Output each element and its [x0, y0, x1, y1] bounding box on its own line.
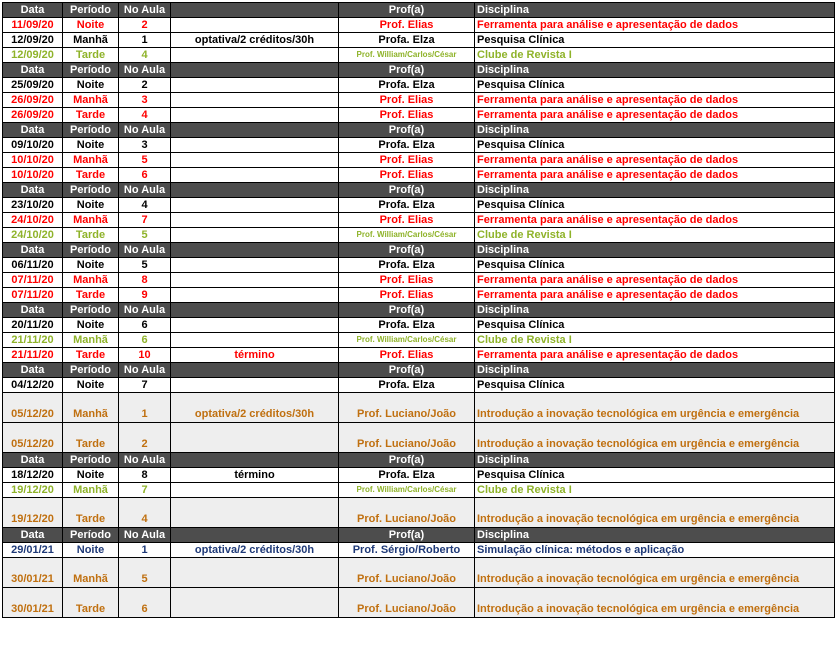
cell-period: Noite — [63, 138, 119, 153]
cell-period: Manhã — [63, 33, 119, 48]
header-obs — [171, 123, 339, 138]
cell-date: 23/10/20 — [3, 198, 63, 213]
cell-period: Tarde — [63, 228, 119, 243]
cell-class-number: 9 — [119, 288, 171, 303]
cell-date: 30/01/21 — [3, 558, 63, 588]
cell-note — [171, 423, 339, 453]
header-aula: No Aula — [119, 528, 171, 543]
cell-professor: Profa. Elza — [339, 318, 475, 333]
cell-date: 18/12/20 — [3, 468, 63, 483]
cell-period: Tarde — [63, 423, 119, 453]
header-periodo: Período — [63, 123, 119, 138]
header-periodo: Período — [63, 453, 119, 468]
cell-class-number: 6 — [119, 318, 171, 333]
cell-class-number: 5 — [119, 153, 171, 168]
cell-date: 09/10/20 — [3, 138, 63, 153]
cell-note — [171, 18, 339, 33]
cell-date: 05/12/20 — [3, 393, 63, 423]
cell-period: Manhã — [63, 93, 119, 108]
cell-note — [171, 153, 339, 168]
cell-date: 25/09/20 — [3, 78, 63, 93]
table-header-row — [3, 63, 835, 78]
cell-date: 24/10/20 — [3, 213, 63, 228]
header-aula: No Aula — [119, 123, 171, 138]
cell-class-number: 4 — [119, 108, 171, 123]
cell-professor: Prof. Elias — [339, 93, 475, 108]
cell-period: Noite — [63, 198, 119, 213]
table-row — [3, 288, 835, 303]
cell-class-number: 7 — [119, 483, 171, 498]
table-row — [3, 258, 835, 273]
cell-date: 05/12/20 — [3, 423, 63, 453]
header-prof: Prof(a) — [339, 63, 475, 78]
header-data: Data — [3, 3, 63, 18]
table-row — [3, 348, 835, 363]
cell-class-number: 4 — [119, 48, 171, 63]
cell-note: término — [171, 348, 339, 363]
cell-note: término — [171, 468, 339, 483]
cell-discipline: Pesquisa Clínica — [475, 138, 835, 153]
header-aula: No Aula — [119, 363, 171, 378]
table-row — [3, 108, 835, 123]
cell-note — [171, 258, 339, 273]
cell-class-number: 2 — [119, 18, 171, 33]
header-disciplina: Disciplina — [475, 363, 835, 378]
cell-note — [171, 378, 339, 393]
header-disciplina: Disciplina — [475, 243, 835, 258]
cell-date: 10/10/20 — [3, 153, 63, 168]
cell-note — [171, 228, 339, 243]
table-row — [3, 48, 835, 63]
table-row — [3, 468, 835, 483]
cell-discipline: Clube de Revista I — [475, 483, 835, 498]
cell-discipline: Introdução a inovação tecnológica em urgência e emergência — [475, 558, 835, 588]
table-row — [3, 273, 835, 288]
cell-discipline: Ferramenta para análise e apresentação de dados — [475, 153, 835, 168]
cell-class-number: 7 — [119, 213, 171, 228]
cell-discipline: Pesquisa Clínica — [475, 258, 835, 273]
header-periodo: Período — [63, 63, 119, 78]
cell-note — [171, 318, 339, 333]
cell-period: Tarde — [63, 498, 119, 528]
cell-date: 19/12/20 — [3, 498, 63, 528]
cell-discipline: Ferramenta para análise e apresentação de dados — [475, 168, 835, 183]
cell-professor: Prof. Elias — [339, 213, 475, 228]
cell-discipline: Introdução a inovação tecnológica em urgência e emergência — [475, 423, 835, 453]
cell-discipline: Pesquisa Clínica — [475, 468, 835, 483]
cell-date: 20/11/20 — [3, 318, 63, 333]
cell-period: Noite — [63, 78, 119, 93]
cell-discipline: Clube de Revista I — [475, 228, 835, 243]
table-row — [3, 588, 835, 618]
table-row — [3, 558, 835, 588]
header-aula: No Aula — [119, 453, 171, 468]
cell-period: Noite — [63, 318, 119, 333]
cell-date: 21/11/20 — [3, 348, 63, 363]
cell-discipline: Ferramenta para análise e apresentação de dados — [475, 288, 835, 303]
cell-discipline: Ferramenta para análise e apresentação de dados — [475, 93, 835, 108]
cell-class-number: 2 — [119, 78, 171, 93]
cell-date: 12/09/20 — [3, 33, 63, 48]
table-header-row — [3, 183, 835, 198]
header-periodo: Período — [63, 183, 119, 198]
cell-class-number: 8 — [119, 273, 171, 288]
header-aula: No Aula — [119, 63, 171, 78]
header-obs — [171, 528, 339, 543]
cell-period: Tarde — [63, 108, 119, 123]
cell-professor: Profa. Elza — [339, 468, 475, 483]
cell-discipline: Ferramenta para análise e apresentação de dados — [475, 348, 835, 363]
cell-discipline: Ferramenta para análise e apresentação de dados — [475, 213, 835, 228]
cell-class-number: 5 — [119, 228, 171, 243]
cell-class-number: 6 — [119, 588, 171, 618]
table-row — [3, 168, 835, 183]
cell-discipline: Clube de Revista I — [475, 333, 835, 348]
cell-period: Noite — [63, 468, 119, 483]
cell-date: 26/09/20 — [3, 108, 63, 123]
cell-date: 29/01/21 — [3, 543, 63, 558]
table-header-row — [3, 528, 835, 543]
cell-discipline: Pesquisa Clínica — [475, 318, 835, 333]
cell-class-number: 6 — [119, 168, 171, 183]
cell-note: optativa/2 créditos/30h — [171, 543, 339, 558]
cell-professor: Prof. Sérgio/Roberto — [339, 543, 475, 558]
header-periodo: Período — [63, 3, 119, 18]
header-obs — [171, 303, 339, 318]
header-obs — [171, 363, 339, 378]
header-data: Data — [3, 528, 63, 543]
cell-date: 21/11/20 — [3, 333, 63, 348]
cell-class-number: 8 — [119, 468, 171, 483]
cell-discipline: Pesquisa Clínica — [475, 378, 835, 393]
cell-class-number: 7 — [119, 378, 171, 393]
cell-date: 11/09/20 — [3, 18, 63, 33]
cell-class-number: 3 — [119, 93, 171, 108]
cell-class-number: 5 — [119, 558, 171, 588]
cell-professor: Prof. Luciano/João — [339, 498, 475, 528]
cell-date: 24/10/20 — [3, 228, 63, 243]
cell-class-number: 10 — [119, 348, 171, 363]
header-aula: No Aula — [119, 183, 171, 198]
table-row — [3, 93, 835, 108]
table-header-row — [3, 243, 835, 258]
table-row — [3, 78, 835, 93]
cell-date: 26/09/20 — [3, 93, 63, 108]
header-prof: Prof(a) — [339, 303, 475, 318]
cell-period: Manhã — [63, 153, 119, 168]
header-obs — [171, 3, 339, 18]
cell-note — [171, 558, 339, 588]
cell-discipline: Clube de Revista I — [475, 48, 835, 63]
header-aula: No Aula — [119, 3, 171, 18]
table-header-row — [3, 363, 835, 378]
cell-class-number: 4 — [119, 498, 171, 528]
cell-professor: Prof. Elias — [339, 18, 475, 33]
cell-class-number: 5 — [119, 258, 171, 273]
cell-professor: Prof. William/Carlos/César — [339, 228, 475, 243]
cell-note — [171, 498, 339, 528]
header-data: Data — [3, 243, 63, 258]
header-data: Data — [3, 453, 63, 468]
cell-class-number: 1 — [119, 543, 171, 558]
table-header-row — [3, 123, 835, 138]
cell-professor: Profa. Elza — [339, 33, 475, 48]
cell-professor: Profa. Elza — [339, 258, 475, 273]
header-disciplina: Disciplina — [475, 303, 835, 318]
cell-professor: Prof. Luciano/João — [339, 423, 475, 453]
cell-professor: Prof. Elias — [339, 273, 475, 288]
cell-date: 04/12/20 — [3, 378, 63, 393]
cell-discipline: Introdução a inovação tecnológica em urgência e emergência — [475, 588, 835, 618]
header-prof: Prof(a) — [339, 528, 475, 543]
cell-class-number: 2 — [119, 423, 171, 453]
cell-period: Manhã — [63, 393, 119, 423]
table-row — [3, 198, 835, 213]
cell-professor: Prof. William/Carlos/César — [339, 483, 475, 498]
table-row — [3, 483, 835, 498]
cell-discipline: Ferramenta para análise e apresentação de dados — [475, 273, 835, 288]
cell-professor: Prof. Elias — [339, 153, 475, 168]
header-disciplina: Disciplina — [475, 528, 835, 543]
cell-period: Manhã — [63, 558, 119, 588]
cell-period: Noite — [63, 543, 119, 558]
cell-professor: Prof. Elias — [339, 348, 475, 363]
cell-professor: Prof. Elias — [339, 168, 475, 183]
cell-period: Tarde — [63, 168, 119, 183]
table-row — [3, 18, 835, 33]
table-header-row — [3, 3, 835, 18]
header-aula: No Aula — [119, 243, 171, 258]
cell-professor: Prof. Elias — [339, 288, 475, 303]
cell-period: Manhã — [63, 213, 119, 228]
header-data: Data — [3, 63, 63, 78]
cell-discipline: Introdução a inovação tecnológica em urgência e emergência — [475, 498, 835, 528]
schedule-body — [3, 3, 835, 618]
header-obs — [171, 183, 339, 198]
cell-professor: Prof. William/Carlos/César — [339, 48, 475, 63]
cell-note: optativa/2 créditos/30h — [171, 33, 339, 48]
header-periodo: Período — [63, 528, 119, 543]
table-row — [3, 153, 835, 168]
cell-note — [171, 483, 339, 498]
cell-date: 30/01/21 — [3, 588, 63, 618]
table-row — [3, 33, 835, 48]
cell-note — [171, 288, 339, 303]
header-periodo: Período — [63, 243, 119, 258]
cell-discipline: Simulação clínica: métodos e aplicação — [475, 543, 835, 558]
table-row — [3, 498, 835, 528]
cell-professor: Prof. Luciano/João — [339, 588, 475, 618]
cell-discipline: Ferramenta para análise e apresentação de dados — [475, 108, 835, 123]
cell-note — [171, 78, 339, 93]
cell-professor: Prof. William/Carlos/César — [339, 333, 475, 348]
cell-period: Manhã — [63, 483, 119, 498]
cell-class-number: 1 — [119, 33, 171, 48]
cell-class-number: 4 — [119, 198, 171, 213]
cell-note — [171, 168, 339, 183]
cell-note — [171, 273, 339, 288]
cell-period: Tarde — [63, 588, 119, 618]
table-row — [3, 393, 835, 423]
table-row — [3, 138, 835, 153]
header-disciplina: Disciplina — [475, 123, 835, 138]
table-header-row — [3, 303, 835, 318]
header-disciplina: Disciplina — [475, 453, 835, 468]
cell-note: optativa/2 créditos/30h — [171, 393, 339, 423]
cell-note — [171, 93, 339, 108]
cell-class-number: 3 — [119, 138, 171, 153]
header-periodo: Período — [63, 303, 119, 318]
cell-period: Tarde — [63, 288, 119, 303]
cell-period: Noite — [63, 18, 119, 33]
header-obs — [171, 63, 339, 78]
table-row — [3, 423, 835, 453]
cell-professor: Profa. Elza — [339, 78, 475, 93]
header-prof: Prof(a) — [339, 243, 475, 258]
header-prof: Prof(a) — [339, 3, 475, 18]
cell-professor: Prof. Elias — [339, 108, 475, 123]
cell-note — [171, 588, 339, 618]
cell-discipline: Pesquisa Clínica — [475, 198, 835, 213]
header-obs — [171, 243, 339, 258]
cell-discipline: Ferramenta para análise e apresentação de dados — [475, 18, 835, 33]
cell-note — [171, 48, 339, 63]
cell-note — [171, 108, 339, 123]
header-data: Data — [3, 123, 63, 138]
cell-note — [171, 138, 339, 153]
cell-professor: Profa. Elza — [339, 198, 475, 213]
cell-discipline: Pesquisa Clínica — [475, 78, 835, 93]
table-row — [3, 543, 835, 558]
cell-date: 12/09/20 — [3, 48, 63, 63]
cell-class-number: 6 — [119, 333, 171, 348]
header-prof: Prof(a) — [339, 363, 475, 378]
header-data: Data — [3, 363, 63, 378]
cell-note — [171, 198, 339, 213]
cell-discipline: Pesquisa Clínica — [475, 33, 835, 48]
cell-note — [171, 333, 339, 348]
header-disciplina: Disciplina — [475, 183, 835, 198]
cell-discipline: Introdução a inovação tecnológica em urgência e emergência — [475, 393, 835, 423]
table-row — [3, 333, 835, 348]
schedule-table — [2, 2, 835, 618]
header-data: Data — [3, 183, 63, 198]
table-row — [3, 228, 835, 243]
header-obs — [171, 453, 339, 468]
cell-period: Noite — [63, 258, 119, 273]
cell-date: 19/12/20 — [3, 483, 63, 498]
header-disciplina: Disciplina — [475, 63, 835, 78]
cell-period: Noite — [63, 378, 119, 393]
table-row — [3, 318, 835, 333]
cell-date: 07/11/20 — [3, 273, 63, 288]
cell-professor: Prof. Luciano/João — [339, 558, 475, 588]
header-prof: Prof(a) — [339, 453, 475, 468]
table-header-row — [3, 453, 835, 468]
cell-period: Manhã — [63, 273, 119, 288]
header-prof: Prof(a) — [339, 123, 475, 138]
cell-professor: Profa. Elza — [339, 138, 475, 153]
header-disciplina: Disciplina — [475, 3, 835, 18]
table-row — [3, 378, 835, 393]
table-row — [3, 213, 835, 228]
header-data: Data — [3, 303, 63, 318]
cell-period: Manhã — [63, 333, 119, 348]
cell-date: 10/10/20 — [3, 168, 63, 183]
cell-professor: Prof. Luciano/João — [339, 393, 475, 423]
cell-period: Tarde — [63, 48, 119, 63]
cell-period: Tarde — [63, 348, 119, 363]
header-aula: No Aula — [119, 303, 171, 318]
header-prof: Prof(a) — [339, 183, 475, 198]
cell-date: 07/11/20 — [3, 288, 63, 303]
cell-note — [171, 213, 339, 228]
cell-professor: Profa. Elza — [339, 378, 475, 393]
cell-class-number: 1 — [119, 393, 171, 423]
cell-date: 06/11/20 — [3, 258, 63, 273]
header-periodo: Período — [63, 363, 119, 378]
